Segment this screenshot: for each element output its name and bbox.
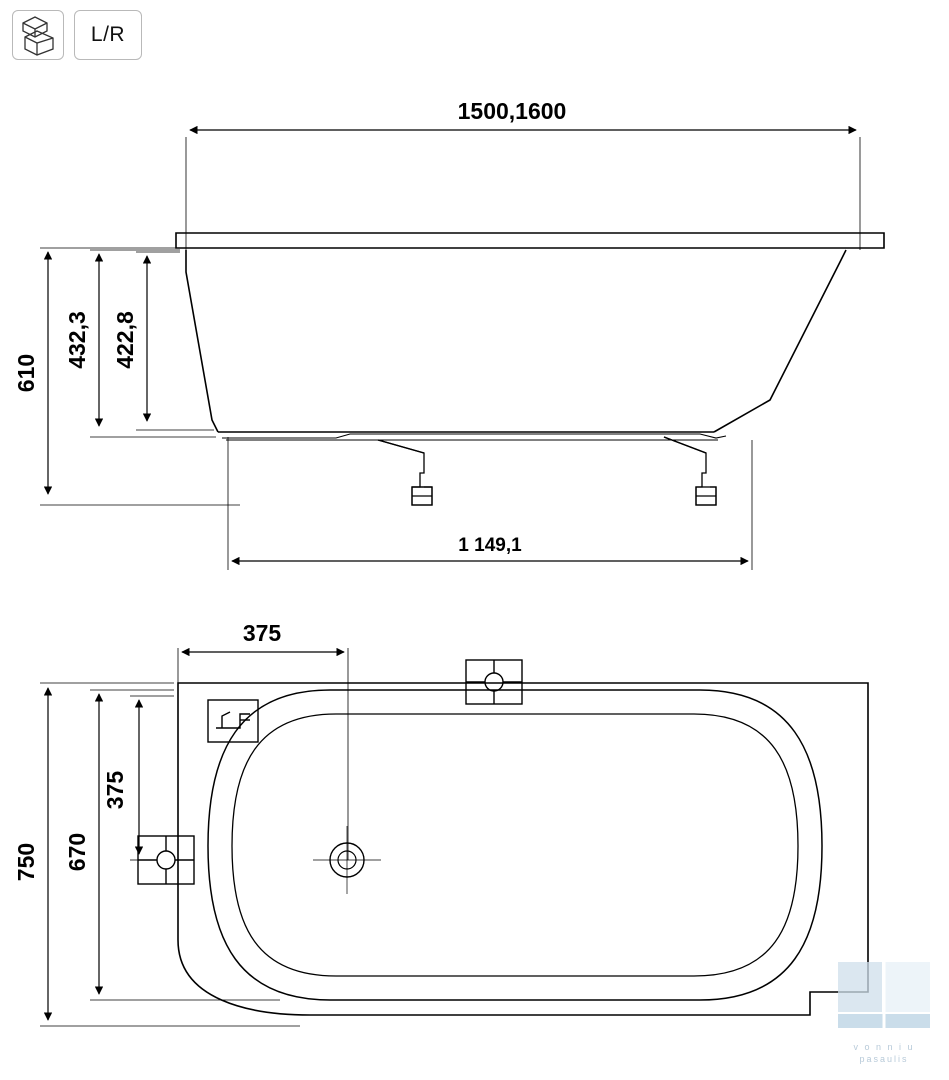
left-right-toggle-button[interactable] bbox=[74, 10, 142, 60]
dimension-label-inner-width: 375 bbox=[102, 770, 128, 810]
left-right-toggle-label: L/R bbox=[90, 23, 126, 46]
dimension-label-drain-offset: 375 bbox=[242, 620, 282, 646]
mounting-bracket-left-icon bbox=[138, 836, 194, 884]
bathtub-bowl-inner bbox=[232, 714, 798, 976]
dimension-label-rim-height: 422,8 bbox=[112, 311, 138, 369]
dimension-label-overall-height: 610 bbox=[13, 353, 39, 393]
dimension-label-overall-depth: 750 bbox=[13, 842, 39, 882]
elevation-view bbox=[13, 98, 884, 570]
dimension-label-foot-span: 1 149,1 bbox=[458, 535, 522, 556]
drain-icon bbox=[313, 826, 381, 894]
bathtub-inner-contour bbox=[222, 434, 726, 440]
dimension-label-top-width: 1500,1600 bbox=[457, 98, 567, 124]
plan-view bbox=[13, 620, 868, 1026]
bathtub-variant-button[interactable] bbox=[12, 10, 64, 60]
support-leg-right bbox=[664, 437, 716, 505]
bathtub-bowl-outer bbox=[208, 690, 822, 1000]
watermark-line1: v o n n i u bbox=[853, 1042, 915, 1052]
watermark bbox=[838, 962, 930, 1064]
bathtub-elevation-outline bbox=[176, 233, 884, 432]
support-leg-left bbox=[378, 440, 432, 505]
bathtub-variant-icon bbox=[13, 11, 63, 59]
watermark-line2: pasaulis bbox=[859, 1054, 909, 1064]
mounting-bracket-top-icon bbox=[466, 660, 522, 704]
dimension-label-mid-width: 670 bbox=[64, 832, 90, 872]
dimension-label-inner-height: 432,3 bbox=[64, 311, 90, 369]
